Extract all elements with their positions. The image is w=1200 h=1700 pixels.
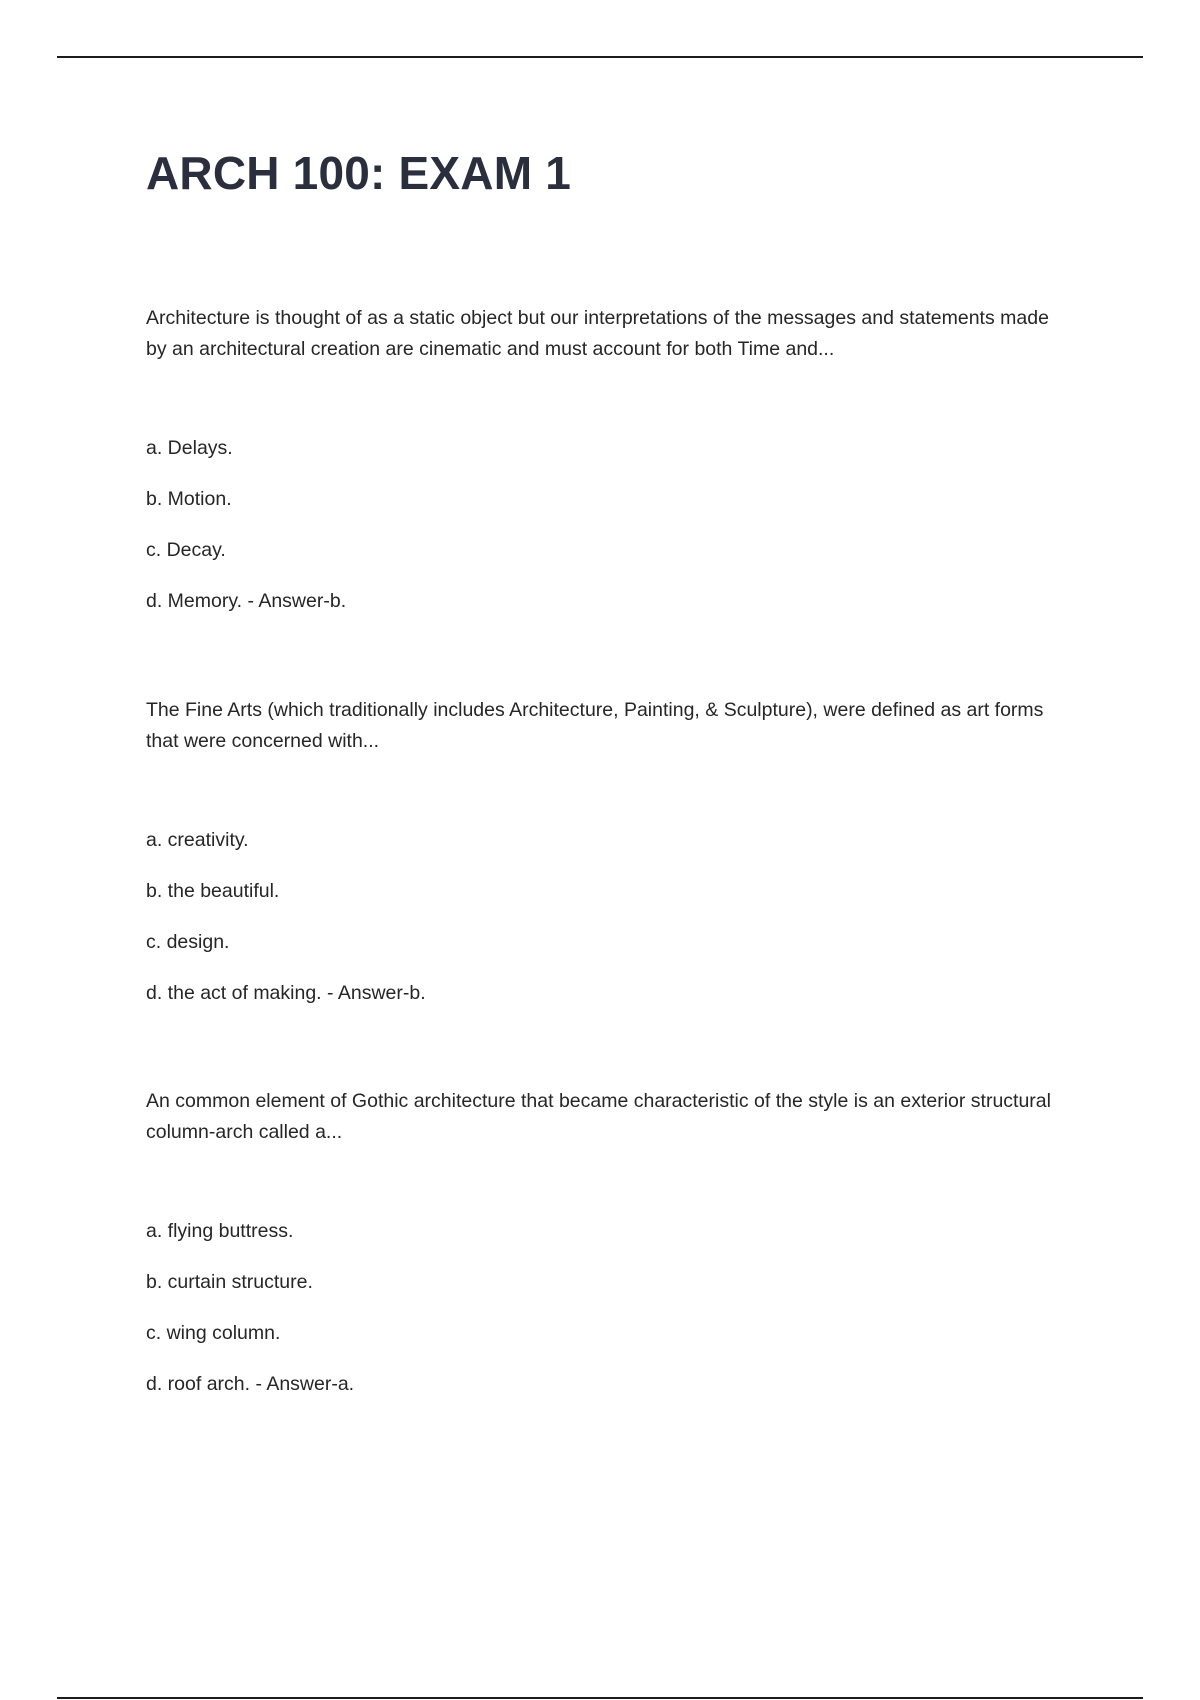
option-list xyxy=(146,1219,354,1423)
option-a: a. creativity. xyxy=(146,829,249,851)
document-body xyxy=(146,145,1066,1395)
answer-key: - Answer-b. xyxy=(242,590,347,612)
option-c: c. Decay. xyxy=(146,539,226,561)
question-text: An common element of Gothic architecture that became characteristic of the style is an exterior structural column-arch called a... xyxy=(146,1090,1051,1143)
option-d: d. Memory. - Answer-b. xyxy=(146,590,347,612)
question-text: Architecture is thought of as a static object but our interpretations of the messages and statements made by an architectural creation are cinematic and must account for both Time and... xyxy=(146,307,1049,360)
option-list xyxy=(146,828,426,1032)
question-1 xyxy=(146,303,1066,612)
option-c: c. wing column. xyxy=(146,1322,281,1344)
answer-key: - Answer-a. xyxy=(250,1373,355,1395)
question-2 xyxy=(146,695,1066,1004)
option-b: b. curtain structure. xyxy=(146,1271,313,1293)
answer-key: - Answer-b. xyxy=(321,982,426,1004)
option-b: b. Motion. xyxy=(146,488,232,510)
question-3 xyxy=(146,1086,1066,1395)
document-title: ARCH 100: EXAM 1 xyxy=(146,147,571,199)
option-list xyxy=(146,436,346,640)
option-d: d. the act of making. - Answer-b. xyxy=(146,982,426,1004)
bottom-divider xyxy=(57,1697,1143,1699)
question-text: The Fine Arts (which traditionally includes Architecture, Painting, & Sculpture), were defined as art forms that were concerned with... xyxy=(146,699,1044,752)
option-b: b. the beautiful. xyxy=(146,880,280,902)
top-divider xyxy=(57,56,1143,58)
option-d: d. roof arch. - Answer-a. xyxy=(146,1373,355,1395)
option-a: a. flying buttress. xyxy=(146,1220,294,1242)
option-a: a. Delays. xyxy=(146,437,233,459)
option-c: c. design. xyxy=(146,931,230,953)
